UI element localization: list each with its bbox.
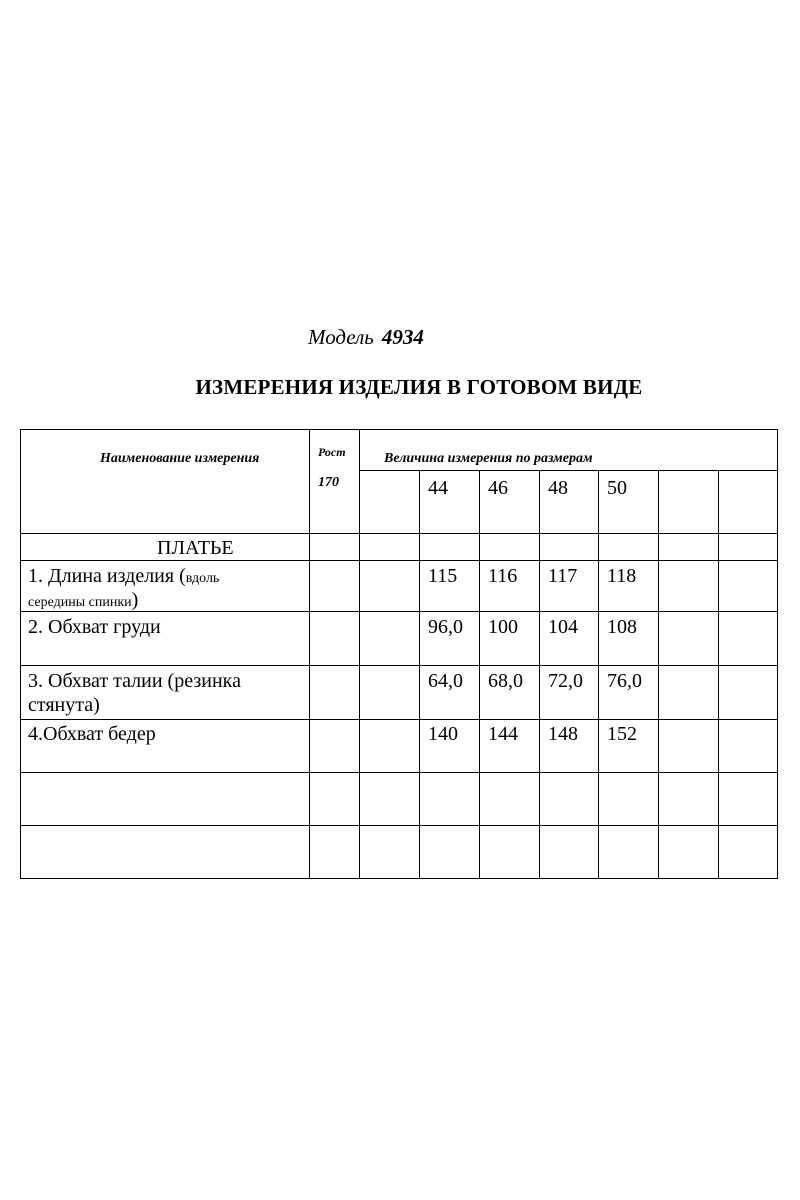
page-title: ИЗМЕРЕНИЯ ИЗДЕЛИЯ В ГОТОВОМ ВИДЕ xyxy=(195,375,643,399)
col-divider xyxy=(718,470,719,879)
row-name: 4.Обхват бедер xyxy=(28,723,156,745)
row-divider xyxy=(20,665,778,666)
height-value: 170 xyxy=(318,475,339,490)
table-border-left xyxy=(20,429,21,879)
model-label xyxy=(308,325,424,350)
col-divider xyxy=(658,470,659,879)
cell-value: 116 xyxy=(488,565,518,587)
cell-value: 76,0 xyxy=(607,670,642,692)
size-48: 48 xyxy=(548,477,568,499)
cell-value: 144 xyxy=(488,723,518,745)
row-divider xyxy=(20,560,778,561)
cell-value: 96,0 xyxy=(428,616,463,638)
size-46: 46 xyxy=(488,477,508,499)
section-label: ПЛАТЬЕ xyxy=(157,537,234,559)
row-name: 3. Обхват талии (резинка xyxy=(28,670,241,692)
col-divider xyxy=(309,429,310,879)
size-50: 50 xyxy=(607,477,627,499)
cell-value: 152 xyxy=(607,723,637,745)
cell-value: 104 xyxy=(548,616,578,638)
cell-value: 117 xyxy=(548,565,578,587)
model-word: Модель xyxy=(308,325,374,349)
table-border-top xyxy=(20,429,778,430)
col-divider xyxy=(539,470,540,879)
name-column-header: Наименование измерения xyxy=(100,451,260,466)
row-divider xyxy=(20,533,778,534)
row-name-line2 xyxy=(28,588,138,615)
row-name-note: вдоль xyxy=(185,571,220,586)
cell-value: 108 xyxy=(607,616,637,638)
col-divider xyxy=(479,470,480,879)
cell-value: 64,0 xyxy=(428,670,463,692)
cell-value: 100 xyxy=(488,616,518,638)
table-border-bottom xyxy=(20,878,778,879)
height-label: Рост xyxy=(318,445,346,459)
cell-value: 72,0 xyxy=(548,670,583,692)
row-divider xyxy=(20,772,778,773)
row-name: 2. Обхват груди xyxy=(28,616,161,638)
cell-value: 118 xyxy=(607,565,637,587)
cell-value: 140 xyxy=(428,723,458,745)
cell-value: 68,0 xyxy=(488,670,523,692)
size-44: 44 xyxy=(428,477,448,499)
row-name-text: ) xyxy=(131,589,139,611)
col-divider xyxy=(419,470,420,879)
cell-value: 148 xyxy=(548,723,578,745)
row-name xyxy=(28,564,219,591)
sizes-header: Величина измерения по размерам xyxy=(384,451,593,466)
cell-value: 115 xyxy=(428,565,458,587)
table-border-right xyxy=(777,429,778,879)
model-number: 4934 xyxy=(381,325,424,349)
row-name-line2: стянута) xyxy=(28,694,100,716)
row-divider xyxy=(20,825,778,826)
row-name-note: середины спинки xyxy=(28,595,132,610)
col-divider xyxy=(359,429,360,879)
col-divider xyxy=(598,470,599,879)
row-divider xyxy=(20,719,778,720)
row-name-text: 1. Длина изделия ( xyxy=(28,565,186,587)
